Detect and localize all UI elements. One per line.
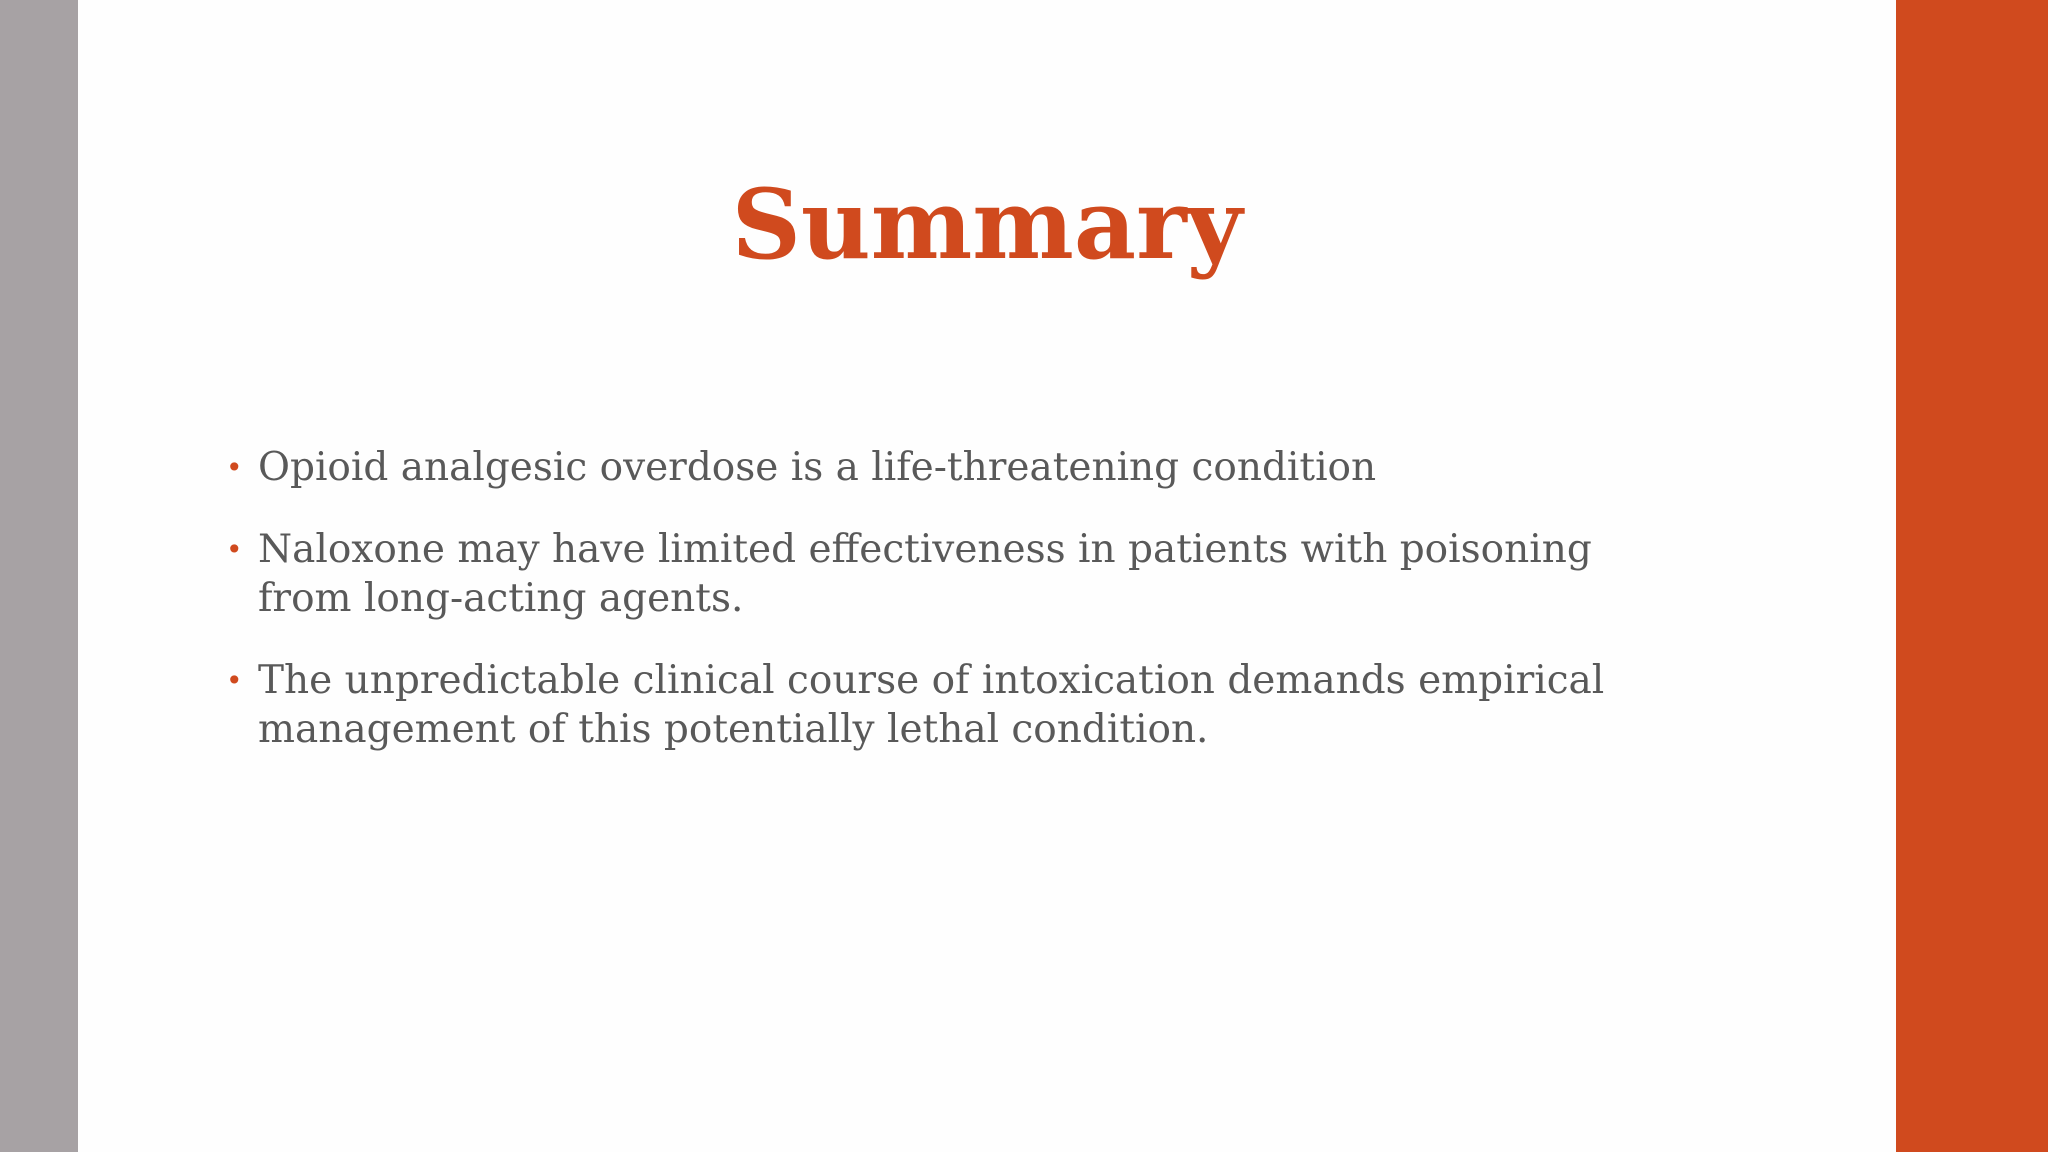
bullet-item [222,656,1642,754]
bullet-text: Naloxone may have limited effectiveness in patients with poisoning from long-acting agents. [258,527,1592,621]
bullet-text: Opioid analgesic overdose is a life-threatening condition [258,445,1377,490]
bullet-item [222,525,1642,623]
bullet-marker: • [226,533,243,566]
bullet-marker: • [226,664,243,697]
bullet-list [222,443,1642,787]
left-accent-bar [0,0,78,1152]
bullet-text: The unpredictable clinical course of intoxication demands empirical management of this potentially lethal condition. [258,658,1605,752]
bullet-marker: • [226,451,243,484]
bullet-item [222,443,1642,492]
slide-title: Summary [731,168,1243,281]
right-accent-bar [1896,0,2048,1152]
